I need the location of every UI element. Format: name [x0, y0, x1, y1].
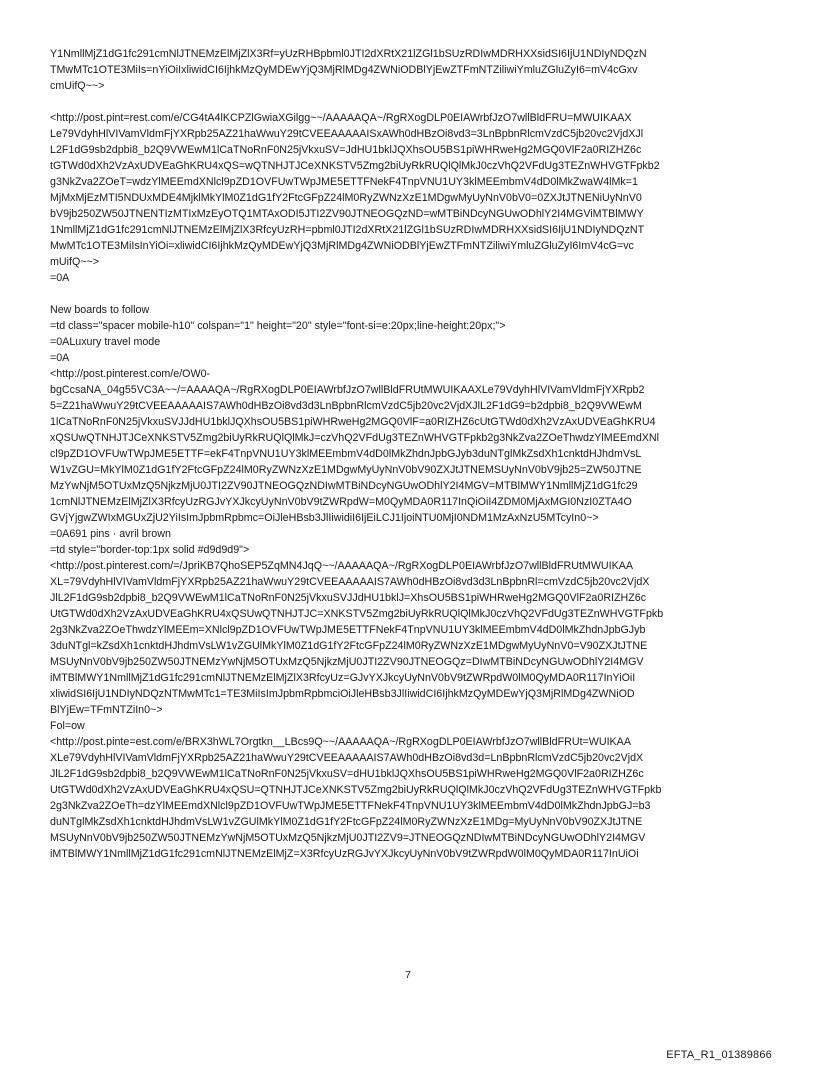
text-line: iMTBlMWY1NmllMjZ1dG1fc291cmNlJTNEMzElMjZ=X3RfcyUzRGJvYXJkcyUyNnV0bV9tZWRpdW0lM0QyMDA0R117InUiOi	[50, 848, 639, 860]
text-line: =0A	[50, 352, 70, 364]
text-line: L2F1dG9sb2dpbi8_b2Q9VWEwM1lCaTNoRnF0N25jVkxuSV=JdHU1bklJQXhsOU5BS1piWHRweHg2MGQ0VlF2a0RIZHZ6c	[50, 144, 642, 156]
text-line: 2g3NkZva2ZOeTh=dzYlMEEmdXNlcl9pZD1OVFUwTWpJME5ETTFNekF4TnpVNU1UY3klMEEmbmV4dD0lMkZhdnJpbGJ=b3	[50, 800, 651, 812]
text-line: bgCcsaNA_04g55VC3A~~/=AAAAQA~/RgRXogDLP0EIAWrbfJzO7wllBldFRUtMWUIKAAXLe79VdyhHlVIVamVldmFjYXRpb2	[50, 384, 645, 396]
blank-line	[50, 94, 770, 110]
text-line: =td class="spacer mobile-h10" colspan="1" height="20" style="font-si=e:20px;line-height:20px;">	[50, 320, 506, 332]
text-line: Fol=ow	[50, 720, 85, 732]
text-line: TMwMTc1OTE3MiIs=nYiOiIxliwidCI6IjhkMzQyMDEwYjQ3MjRlMDg4ZWNiODBlYjEwZTFmNTZiliwiYmluZGluZyI6=mV4cGxv	[50, 64, 638, 76]
text-line: 2g3NkZva2ZOeThwdzYlMEEm=XNlcl9pZD1OVFUwTWpJME5ETTFNekF4TnpVNU1UY3klMEEmbmV4dD0lMkZhdnJpbGJyb	[50, 624, 646, 636]
text-line: UtGTWd0dXh2VzAxUDVEaGhKRU4xQSUwQTNHJTJC=XNKSTV5Zmg2biUyRkRUQlQlMkJ0czVhQ2VFdUg3TEZnWHVGTFpkb	[50, 608, 664, 620]
text-line: =0A691 pins · avril brown	[50, 528, 171, 540]
text-line: xQSUwQTNHJTJCeXNKSTV5Zmg2biUyRkRUQlQlMkJ=czVhQ2VFdUg3TEZnWHVGTFpkb2g3NkZva2ZOeThwdzYlMEEmdXNl	[50, 432, 660, 444]
text-line: MSUyNnV0bV9jb250ZW50JTNEMzYwNjM5OTUxMzQ5NjkzMjU0JTI2ZV90JTNEOGQz=DIwMTBiNDcyNGUwODhlY2I4MGV	[50, 656, 644, 668]
text-line: MjMxMjEzMTI5NDUxMDE4MjklMkYlM0Z1dG1fY2FtcGFpZ24lM0RyZWNzXzE1MDgwMyUyNnV0bV0=0ZXJtJTNENiUyNnV0	[50, 192, 642, 204]
text-line: 5=Z21haWwuY29tCVEEAAAAAIS7AWh0dHBzOi8vd3d3LnBpbnRlcmVzdC5jb20vc2VjdXJlL2F1dG9=b2dpbi8_b2Q9VWEwM	[50, 400, 642, 412]
text-line: GVjYjgwZWIxMGUxZjU2YiIsImJpbmRpbmc=OiJleHBsb3JlIiwidiI6IjEiLCJ1IjoiNTU0MjI0NDM1MzAxNzU5MTcyIn0~>	[50, 512, 599, 524]
text-line: MSUyNnV0bV9jb250ZW50JTNEMzYwNjM5OTUxMzQ5NjkzMjU0JTI2ZV9=JTNEOGQzNDIwMTBiNDcyNGUwODhlY2I4MGV	[50, 832, 646, 844]
text-line: =0A	[50, 272, 70, 284]
text-line: bV9jb250ZW50JTNENTIzMTIxMzEyOTQ1MTAxODI5JTI2ZV90JTNEOGQzND=wMTBiNDcyNGUwODhlY2I4MGViMTBlMWY	[50, 208, 644, 220]
text-line: MwMTc1OTE3MiIsInYiOi=xliwidCI6IjhkMzQyMDEwYjQ3MjRlMDg4ZWNiODBlYjEwZTFmNTZiliwiYmluZGluZyI6ImV4cG=vc	[50, 240, 634, 252]
text-line: iMTBlMWY1NmllMjZ1dG1fc291cmNlJTNEMzElMjZlX3RfcyUz=GJvYXJkcyUyNnV0bV9tZWRpdW0lM0QyMDA0R117InYiOiI	[50, 672, 636, 684]
text-line: <http://post.pinterest.com/e/OW0-	[50, 368, 211, 380]
text-line: Le79VdyhHlVIVamVldmFjYXRpb25AZ21haWwuY29tCVEEAAAAAISxAWh0dHBzOi8vd3=3LnBpbnRlcmVzdC5jb20vc2VjdXJl	[50, 128, 644, 140]
text-line: <http://post.pinterest.com/=/JpriKB7QhoSEP5ZqMN4JqQ~~/AAAAAQA~/RgRXogDLP0EIAWrbfJzO7wllBldFRUtMWUIKAA	[50, 560, 633, 572]
text-line: =td style="border-top:1px solid #d9d9d9">	[50, 544, 250, 556]
document-body	[50, 46, 770, 862]
text-line: tGTWd0dXh2VzAxUDVEaGhKRU4xQS=wQTNHJTJCeXNKSTV5Zmg2biUyRkRUQlQlMkJ0czVhQ2VFdUg3TEZnWHVGTFpkb2	[50, 160, 660, 172]
text-line: <http://post.pint=rest.com/e/CG4tA4lKCPZlGwiaXGilgg~~/AAAAAQA~/RgRXogDLP0EIAWrbfJzO7wllBldFRU=MWUIKAAX	[50, 112, 632, 124]
blank-line	[50, 286, 770, 302]
text-line: <http://post.pinte=est.com/e/BRX3hWL7Orgtkn__LBcs9Q~~/AAAAAQA~/RgRXogDLP0EIAWrbfJzO7wllBldFRUt=WUIKAA	[50, 736, 631, 748]
text-line: XL=79VdyhHlVIVamVldmFjYXRpb25AZ21haWwuY29tCVEEAAAAAIS7AWh0dHBzOi8vd3d3LnBpbnRl=cmVzdC5jb20vc2VjdX	[50, 576, 650, 588]
text-line: =0ALuxury travel mode	[50, 336, 161, 348]
text-line: 1NmllMjZ1dG1fc291cmNlJTNEMzElMjZlX3RfcyUzRH=pbml0JTI2dXRtX21lZGl1bSUzRDIwMDRHXXsidSI6IjU1NDIyNDQzNT	[50, 224, 645, 236]
text-line: BlYjEw=TFmNTZiIn0~>	[50, 704, 163, 716]
text-line: cmUifQ~~>	[50, 80, 105, 92]
text-line: g3NkZva2ZOeT=wdzYlMEEmdXNlcl9pZD1OVFUwTWpJME5ETTFNekF4TnpVNU1UY3klMEEmbmV4dD0lMkZwaW4lMk=1	[50, 176, 638, 188]
text-line: duNTglMkZsdXh1cnktdHJhdmVsLW1vZGUlMkYlM0Z1dG1fY2FtcGFpZ24lM0RyZWNzXzE1MDg=MyUyNnV0bV90ZXJtJTNE	[50, 816, 643, 828]
text-line: 1cmNlJTNEMzElMjZlX3RfcyUzRGJvYXJkcyUyNnV0bV9tZWRpdW=M0QyMDA0R117InQiOiI4ZDM0MjAxMGI0NzI0ZTA4O	[50, 496, 632, 508]
text-line: New boards to follow	[50, 304, 150, 316]
text-line: cl9pZD1OVFUwTWpJME5ETTF=ekF4TnpVNU1UY3klMEEmbmV4dD0lMkZhdnJpbGJyb3duNTglMkZsdXh1cnktdHJhdmVsL	[50, 448, 642, 460]
text-line: JlL2F1dG9sb2dpbi8_b2Q9VWEwM1lCaTNoRnF0N25jVkxuSVJJdHU1bklJ=XhsOU5BS1piWHRweHg2MGQ0VlF2a0RIZHZ6c	[50, 592, 647, 604]
document-id: EFTA_R1_01389866	[666, 1049, 772, 1061]
text-line: XLe79VdyhHlVIVamVldmFjYXRpb25AZ21haWwuY29tCVEEAAAAAIS7AWh0dHBzOi8vd3d=LnBpbnRlcmVzdC5jb20vc2VjdX	[50, 752, 644, 764]
text-line: xliwidSI6IjU1NDIyNDQzNTMwMTc1=TE3MiIsImJpbmRpbmciOiJleHBsb3JlIiwidCI6IjhkMzQyMDEwYjQ3MjRlMDg4ZWNiOD	[50, 688, 635, 700]
text-line: 1lCaTNoRnF0N25jVkxuSVJJdHU1bklJQXhsOU5BS1piWHRweHg2MGQ0VlF=a0RIZHZ6cUtGTWd0dXh2VzAxUDVEaGhKRU4	[50, 416, 656, 428]
text-line: MzYwNjM5OTUxMzQ5NjkzMjU0JTI2ZV90JTNEOGQzNDIwMTBiNDcyNGUwODhlY2I4MGV=MTBlMWY1NmllMjZ1dG1fc29	[50, 480, 638, 492]
text-line: 3duNTgl=kZsdXh1cnktdHJhdmVsLW1vZGUlMkYlM0Z1dG1fY2FtcGFpZ24lM0RyZWNzXzE1MDgwMyUyNnV0=V90ZXJtJTNE	[50, 640, 648, 652]
text-line: mUifQ~~>	[50, 256, 100, 268]
text-line: W1vZGU=MkYlM0Z1dG1fY2FtcGFpZ24lM0RyZWNzXzE1MDgwMyUyNnV0bV90ZXJtJTNEMSUyNnV0bV9jb25=ZW50JTNE	[50, 464, 642, 476]
text-line: UtGTWd0dXh2VzAxUDVEaGhKRU4xQSU=QTNHJTJCeXNKSTV5Zmg2biUyRkRUQlQlMkJ0czVhQ2VFdUg3TEZnWHVGTFpkb	[50, 784, 662, 796]
page-number: 7	[405, 969, 411, 981]
text-line: JlL2F1dG9sb2dpbi8_b2Q9VWEwM1lCaTNoRnF0N25jVkxuSV=dHU1bklJQXhsOU5BS1piWHRweHg2MGQ0VlF2a0RIZHZ6c	[50, 768, 644, 780]
text-line: Y1NmllMjZ1dG1fc291cmNlJTNEMzElMjZlX3Rf=yUzRHBpbml0JTI2dXRtX21lZGl1bSUzRDIwMDRHXXsidSI6IjU1NDIyNDQzN	[50, 48, 647, 60]
